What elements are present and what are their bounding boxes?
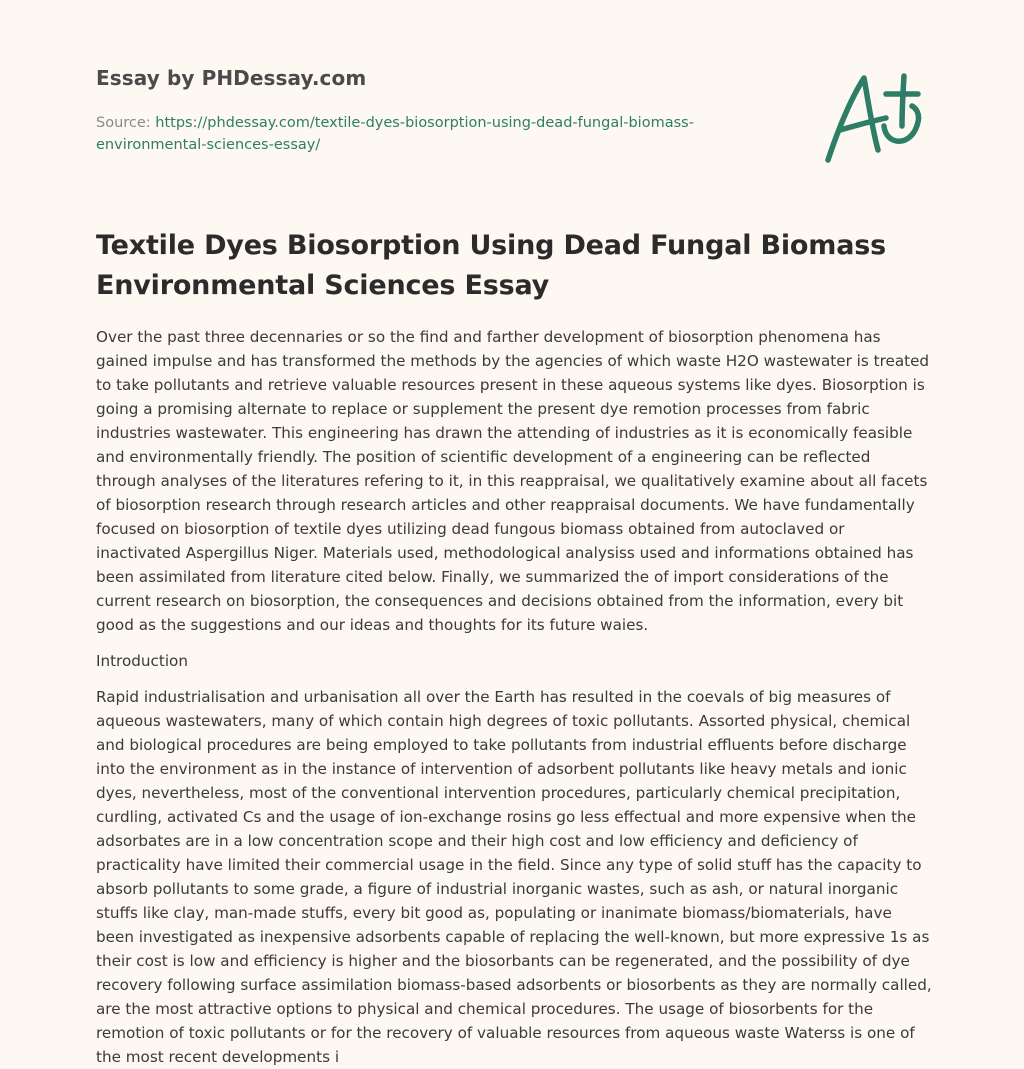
- source-link[interactable]: https://phdessay.com/textile-dyes-biosorption-using-dead-fungal-biomass-environmental-sciences-essay/: [96, 115, 694, 153]
- abstract-paragraph: Over the past three decennaries or so the find and farther development of biosorption phenomena has gained impulse and has transformed the methods by the agencies of which waste H2O wastewater is treated to take pollutants and retrieve valuable resources present in these aqueous systems like dyes. Biosorption is going a promising alternate to replace or supplement the present dye remotion processes from fabric industries wastewater. This engineering has drawn the attending of industries as it is economically feasible and environmentally friendly. The position of scientific development of a engineering can be reflected through analyses of the literatures refering to it, in this reappraisal, we qualitatively examine about all facets of biosorption research through research articles and other reappraisal documents. We have fundamentally focused on biosorption of textile dyes utilizing dead fungous biomass obtained from autoclaved or inactivated Aspergillus Niger. Materials used, methodological analysiss used and informations obtained has been assimilated from literature cited below. Finally, we summarized the of import considerations of the current research on biosorption, the consequences and decisions obtained from the information, every bit good as the suggestions and our ideas and thoughts for its future waies.: [96, 328, 930, 634]
- essay-body: [96, 325, 932, 1069]
- a-plus-logo: [820, 70, 928, 166]
- site-title: Essay by PHDessay.com: [96, 66, 367, 90]
- source-label: Source:: [96, 115, 151, 131]
- introduction-paragraph: Rapid industrialisation and urbanisation all over the Earth has resulted in the coevals of big measures of aqueous wastewaters, many of which contain high degrees of toxic pollutants. Assorted physical, chemical and biological procedures are being employed to take pollutants from industrial effluents before discharge into the environment as in the instance of intervention of adsorbent pollutants like heavy metals and ionic dyes, nevertheless, most of the conventional intervention procedures, particularly chemical precipitation, curdling, activated Cs and the usage of ion-exchange rosins go less effectual and more expensive when the adsorbates are in a low concentration scope and their high cost and low efficiency and deficiency of practicality have limited their commercial usage in the field. Since any type of solid stuff has the capacity to absorb pollutants to some grade, a figure of industrial inorganic wastes, such as ash, or natural inorganic stuffs like clay, man-made stuffs, every bit good as, populating or inanimate biomass/biomaterials, have been investigated as inexpensive adsorbents capable of replacing the well-known, but more expressive 1s as their cost is low and efficiency is higher and the biosorbants can be regenerated, and the possibility of dye recovery following surface assimilation biomass-based adsorbents or biosorbents as they are normally called, are the most attractive options to physical and chemical procedures. The usage of biosorbents for the remotion of toxic pollutants or for the recovery of valuable resources from aqueous waste Waterss is one of the most recent developments i: [96, 688, 932, 1066]
- a-plus-logo-icon: [820, 70, 928, 166]
- source-line: [96, 112, 776, 156]
- section-heading-introduction: Introduction: [96, 652, 188, 670]
- essay-title: Textile Dyes Biosorption Using Dead Fungal Biomass Environmental Sciences Essay: [96, 230, 886, 301]
